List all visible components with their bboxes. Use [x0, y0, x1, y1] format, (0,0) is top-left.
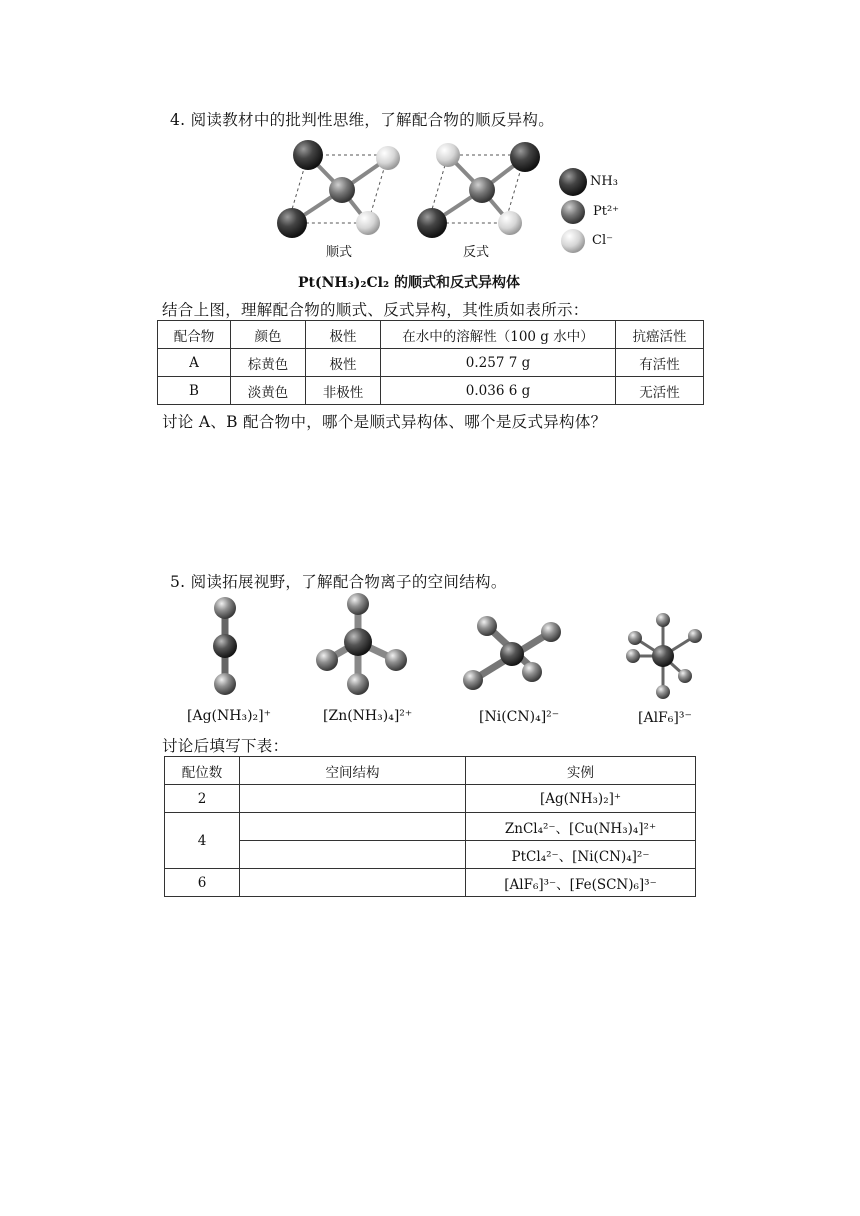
q4-discussion-question: 讨论 A、B 配合物中，哪个是顺式异构体、哪个是反式异构体？: [162, 413, 607, 431]
header-cell: 抗癌活性: [616, 321, 704, 349]
header-cell: 在水中的溶解性（100 g 水中）: [381, 321, 616, 349]
table-cell: 有活性: [616, 349, 704, 377]
table-row: [158, 377, 704, 405]
structure-answer-cell[interactable]: [240, 869, 466, 897]
table-cell: 无活性: [616, 377, 704, 405]
table-row: [165, 869, 696, 897]
ion-label-zn: [Zn(NH₃)₄]²⁺: [323, 708, 413, 724]
octahedral-structure-model: [626, 613, 702, 699]
coordination-number-cell: 6: [165, 869, 240, 897]
question-5-text: 5. 阅读拓展视野，了解配合物离子的空间结构。: [170, 573, 507, 591]
example-cell: [AlF₆]³⁻、[Fe(SCN)₆]³⁻: [466, 869, 696, 897]
table-cell: 0.036 6 g: [381, 377, 616, 405]
q4-table-intro: 结合上图，理解配合物的顺式、反式异构，其性质如表所示：: [162, 301, 589, 319]
ion-label-al: [AlF₆]³⁻: [638, 710, 692, 726]
ion-label-ag: [Ag(NH₃)₂]⁺: [187, 708, 271, 724]
table-row: [165, 841, 696, 869]
header-cell: 配合物: [158, 321, 231, 349]
ion-label-ni: [Ni(CN)₄]²⁻: [479, 709, 560, 725]
trans-label: 反式: [463, 245, 490, 260]
figure-caption: Pt(NH₃)₂Cl₂ 的顺式和反式异构体: [298, 275, 520, 291]
table-row: [165, 785, 696, 813]
legend-nh3-ball: [559, 168, 587, 196]
legend-pt-label: Pt²⁺: [593, 204, 620, 219]
table-row: [165, 813, 696, 841]
example-cell: PtCl₄²⁻、[Ni(CN)₄]²⁻: [466, 841, 696, 869]
table-cell: B: [158, 377, 231, 405]
square-planar-structure-model: [463, 616, 561, 690]
coordination-number-cell: 4: [165, 813, 240, 869]
table-cell: 棕黄色: [231, 349, 306, 377]
trans-isomer-model: [417, 142, 540, 238]
header-cell: 配位数: [165, 757, 240, 785]
tetrahedral-structure-model: [316, 593, 407, 695]
table-header-row: [165, 757, 696, 785]
example-cell: ZnCl₄²⁻、[Cu(NH₃)₄]²⁺: [466, 813, 696, 841]
q5-table-intro: 讨论后填写下表：: [162, 737, 289, 755]
header-cell: 实例: [466, 757, 696, 785]
legend-pt-ball: [561, 200, 585, 224]
structure-answer-cell[interactable]: [240, 785, 466, 813]
example-cell: [Ag(NH₃)₂]⁺: [466, 785, 696, 813]
table-cell: 非极性: [306, 377, 381, 405]
complex-ion-structures-figure: [175, 592, 715, 707]
legend-cl-ball: [561, 229, 585, 253]
structure-answer-cell[interactable]: [240, 813, 466, 841]
table-cell: 极性: [306, 349, 381, 377]
table-row: [158, 349, 704, 377]
cis-isomer-model: [277, 140, 400, 238]
cis-trans-isomer-figure: [270, 135, 630, 260]
table-cell: A: [158, 349, 231, 377]
header-cell: 颜色: [231, 321, 306, 349]
cis-label: 顺式: [326, 245, 353, 260]
structure-answer-cell[interactable]: [240, 841, 466, 869]
table-cell: 淡黄色: [231, 377, 306, 405]
legend-nh3-label: NH₃: [590, 174, 618, 189]
header-cell: 极性: [306, 321, 381, 349]
linear-structure-model: [213, 597, 237, 695]
coordination-structure-table: [164, 756, 696, 897]
legend-cl-label: Cl⁻: [592, 233, 613, 248]
table-header-row: [158, 321, 704, 349]
coordination-number-cell: 2: [165, 785, 240, 813]
table-cell: 0.257 7 g: [381, 349, 616, 377]
isomer-properties-table: [157, 320, 704, 405]
header-cell: 空间结构: [240, 757, 466, 785]
question-4-text: 4. 阅读教材中的批判性思维，了解配合物的顺反异构。: [170, 111, 555, 129]
